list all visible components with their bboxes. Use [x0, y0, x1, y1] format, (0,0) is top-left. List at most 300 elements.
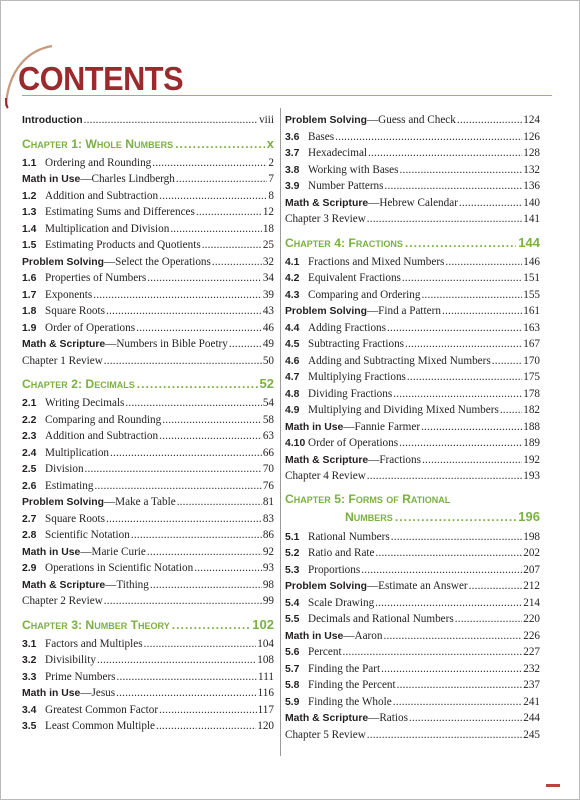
page-number: 12 [262, 206, 274, 218]
feature-subject: —Select the Operations [103, 255, 211, 268]
leader-dots [405, 336, 522, 353]
section-number: 4.6 [285, 355, 300, 367]
review-entry[interactable] [285, 468, 540, 485]
section-number: 2.5 [22, 464, 37, 475]
page-number: 237 [523, 679, 540, 691]
section-title: Order of Operations [308, 437, 399, 449]
feature-title [285, 578, 468, 596]
leader-dots [393, 386, 522, 403]
toc-entry[interactable] [22, 702, 274, 719]
section-number: 1.1 [22, 157, 37, 169]
leader-dots [177, 494, 262, 511]
entry-title: Chapter 3 Review [285, 213, 366, 225]
toc-entry[interactable] [285, 369, 540, 386]
leader-dots [94, 478, 261, 495]
section-number: 3.1 [22, 638, 37, 650]
section-number: 4.10 [285, 438, 306, 449]
toc-entry[interactable] [22, 287, 274, 304]
toc-entry[interactable] [22, 527, 274, 544]
feature-entry[interactable] [22, 544, 274, 561]
leader-dots [117, 669, 258, 686]
section-title: Multiplication and Division [45, 222, 170, 235]
page-number: 144 [518, 234, 540, 250]
feature-subject: —Aaron [343, 629, 383, 642]
section-number: 5.8 [285, 680, 300, 691]
toc-entry[interactable] [285, 545, 540, 562]
toc-entry[interactable] [285, 595, 540, 612]
section-number: 2.8 [22, 530, 37, 541]
section-number: 3.9 [285, 181, 300, 192]
feature-subject: —Numbers in Bible Poetry [105, 338, 228, 350]
page-number: 155 [523, 288, 540, 301]
entry-title: Introduction [22, 115, 83, 126]
chapter-title: Chapter 3: Number Theory [22, 617, 170, 632]
page-number: 54 [262, 397, 274, 409]
feature-subject: —Fractions [368, 453, 421, 466]
leader-dots [93, 287, 262, 304]
toc-entry[interactable] [285, 562, 540, 579]
page-number: 25 [262, 239, 274, 251]
leader-dots [175, 136, 265, 153]
feature-type: Math & Scripture [285, 197, 369, 209]
feature-entry[interactable] [285, 195, 540, 212]
leader-dots [368, 145, 522, 162]
toc-entry[interactable] [22, 636, 274, 653]
page-number: 132 [523, 163, 540, 176]
section-title: Estimating Products and Quotients [45, 239, 201, 251]
leader-dots [162, 412, 262, 429]
feature-subject: —Ratios [368, 712, 408, 724]
review-entry[interactable] [22, 593, 274, 610]
page-number: 49 [262, 338, 274, 350]
chapter-title-line2 [285, 508, 540, 526]
column-divider [280, 108, 281, 756]
section-number: 2.2 [22, 414, 37, 426]
feature-type: Math & Scripture [285, 454, 369, 466]
section-number: 4.1 [285, 256, 300, 268]
leader-dots [376, 545, 523, 562]
section-number: 5.3 [285, 564, 300, 576]
feature-type: Problem Solving [22, 497, 104, 508]
leader-dots [104, 593, 262, 610]
leader-dots [387, 320, 522, 337]
feature-entry[interactable] [285, 578, 540, 595]
toc-entry[interactable] [285, 129, 540, 146]
page-number: 18 [262, 222, 274, 235]
section-title: Multiplying Fractions [308, 371, 406, 383]
leader-dots [402, 270, 522, 287]
leader-dots [457, 112, 522, 129]
section-number: 3.6 [285, 131, 300, 143]
page-number: 128 [523, 147, 540, 159]
leader-dots [202, 237, 262, 254]
chapter-title: Chapter 1: Whole Numbers [22, 136, 174, 151]
page-number: 227 [523, 646, 540, 658]
feature-type: Math in Use [285, 421, 344, 433]
section-number: 2.1 [22, 398, 37, 409]
page-number: 151 [523, 272, 540, 284]
page-number: 212 [523, 580, 540, 592]
toc-entry[interactable] [22, 652, 274, 669]
feature-entry[interactable] [22, 577, 274, 594]
review-entry[interactable] [22, 112, 274, 129]
page-number: 116 [257, 687, 274, 699]
page-number: 192 [523, 453, 540, 466]
leader-dots [395, 509, 516, 526]
section-title: Equivalent Fractions [308, 272, 401, 284]
section-number: 5.1 [285, 531, 300, 543]
section-title: Addition and Subtraction [45, 189, 159, 202]
page-number: 111 [258, 670, 274, 683]
leader-dots [125, 395, 261, 412]
toc-entry[interactable] [285, 162, 540, 179]
page-number: 188 [523, 420, 540, 433]
leader-dots [196, 204, 262, 221]
leader-dots [455, 611, 523, 628]
leader-dots [147, 544, 262, 561]
page-number: 50 [262, 354, 274, 367]
feature-title [285, 419, 420, 437]
feature-type: Math in Use [22, 546, 81, 558]
leader-dots [136, 320, 262, 337]
leader-dots [397, 677, 523, 694]
chapter-heading[interactable] [22, 616, 274, 633]
feature-title [22, 577, 149, 595]
feature-title [285, 628, 382, 646]
leader-dots [422, 452, 522, 469]
section-number: 2.3 [22, 431, 37, 442]
feature-entry[interactable] [285, 628, 540, 645]
section-number: 1.5 [22, 240, 37, 251]
toc-entry[interactable] [22, 221, 274, 238]
feature-subject: —Jesus [80, 687, 116, 699]
page-number: 46 [262, 321, 274, 334]
toc-entry[interactable] [22, 204, 274, 221]
page-number: 196 [518, 508, 540, 524]
leader-dots [459, 195, 522, 212]
page-number: 86 [262, 529, 274, 541]
chapter-title: Chapter 4: Fractions [285, 235, 403, 250]
section-number: 4.3 [285, 289, 300, 301]
leader-dots [381, 661, 522, 678]
page-number: 207 [523, 563, 540, 576]
toc-left-column [22, 112, 274, 735]
leader-dots [391, 529, 523, 546]
page-number: 34 [262, 272, 274, 284]
feature-subject: —Hebrew Calendar [368, 196, 458, 209]
leader-dots [152, 155, 267, 172]
leader-dots [367, 468, 522, 485]
page-number: 124 [523, 114, 540, 126]
entry-title: Chapter 2 Review [22, 595, 103, 607]
section-title: Operations in Scientific Notation [45, 562, 194, 574]
feature-title [22, 685, 115, 703]
section-title: Finding the Part [308, 662, 381, 675]
page-number: 245 [523, 728, 540, 741]
feature-subject: —Tithing [105, 578, 149, 591]
toc-entry[interactable] [22, 445, 274, 462]
feature-subject: —Fannie Farmer [343, 420, 421, 433]
toc-entry[interactable] [285, 677, 540, 694]
page-number: 102 [252, 616, 274, 632]
page-number: x [266, 135, 274, 151]
toc-entry[interactable] [285, 402, 540, 419]
feature-entry[interactable] [285, 452, 540, 469]
section-title: Properties of Numbers [45, 272, 147, 284]
page-number: 182 [523, 404, 540, 416]
page-number: 244 [523, 712, 540, 724]
section-title: Hexadecimal [308, 147, 368, 159]
toc-entry[interactable] [285, 353, 540, 370]
leader-dots [405, 235, 516, 252]
page-number: 70 [262, 463, 274, 475]
review-entry[interactable] [285, 211, 540, 228]
section-number: 3.4 [22, 704, 37, 716]
section-number: 1.8 [22, 306, 37, 317]
toc-entry[interactable] [22, 478, 274, 495]
feature-entry[interactable] [22, 254, 274, 271]
page-number: 170 [523, 354, 540, 367]
toc-entry[interactable] [285, 270, 540, 287]
section-number: 4.5 [285, 339, 300, 350]
leader-dots [97, 652, 256, 669]
leader-dots [150, 577, 262, 594]
section-title: Adding and Subtracting Mixed Numbers [308, 354, 491, 367]
leader-dots [385, 178, 523, 195]
section-title: Scale Drawing [308, 596, 375, 609]
toc-right-column [285, 112, 540, 743]
toc-entry[interactable] [285, 178, 540, 195]
toc-entry[interactable] [285, 287, 540, 304]
toc-entry[interactable] [22, 237, 274, 254]
page-number: 120 [257, 720, 274, 732]
toc-entry[interactable] [22, 395, 274, 412]
page-number: 126 [523, 130, 540, 143]
feature-title [285, 710, 408, 728]
chapter-heading[interactable] [22, 375, 274, 392]
leader-dots [500, 402, 522, 419]
leader-dots [106, 303, 262, 320]
contents-header [0, 40, 580, 110]
toc-entry[interactable] [285, 254, 540, 271]
section-number: 3.5 [22, 721, 37, 732]
page-number: 93 [262, 562, 274, 574]
toc-entry[interactable] [22, 669, 274, 686]
feature-entry[interactable] [285, 419, 540, 436]
feature-type: Problem Solving [285, 115, 367, 126]
page-number: 202 [523, 547, 540, 559]
section-title: Rational Numbers [308, 530, 390, 543]
title-rule [22, 95, 552, 96]
page-number: 76 [262, 479, 274, 492]
feature-subject: —Marie Curie [80, 545, 146, 558]
leader-dots [144, 636, 257, 653]
leader-dots [469, 578, 523, 595]
section-number: 4.9 [285, 405, 300, 416]
leader-dots [131, 527, 262, 544]
section-title: Dividing Fractions [308, 387, 393, 400]
section-number: 4.8 [285, 388, 300, 400]
page-number: 161 [523, 305, 540, 317]
section-number: 1.4 [22, 223, 37, 235]
feature-subject: —Estimate an Answer [366, 580, 468, 592]
page-number: 175 [523, 371, 540, 383]
section-number: 1.2 [22, 190, 37, 202]
leader-dots [194, 560, 262, 577]
toc-entry[interactable] [22, 412, 274, 429]
toc-entry[interactable] [285, 320, 540, 337]
chapter-heading[interactable] [285, 491, 540, 526]
page-number: 167 [523, 338, 540, 350]
feature-entry[interactable] [285, 710, 540, 727]
feature-entry[interactable] [285, 303, 540, 320]
feature-type: Problem Solving [22, 256, 104, 268]
toc-entry[interactable] [285, 661, 540, 678]
section-number: 5.9 [285, 696, 300, 708]
feature-entry[interactable] [285, 112, 540, 129]
page-number: 163 [523, 321, 540, 334]
toc-entry[interactable] [285, 386, 540, 403]
leader-dots [176, 171, 268, 188]
feature-type: Problem Solving [285, 306, 367, 317]
feature-title [22, 171, 175, 189]
section-title: Subtracting Fractions [308, 338, 405, 350]
feature-entry[interactable] [22, 171, 274, 188]
leader-dots [442, 303, 522, 320]
section-title: Greatest Common Factor [45, 703, 159, 716]
page-title: CONTENTS [18, 60, 184, 97]
page-number: 98 [262, 578, 274, 591]
page-number: 58 [262, 413, 274, 426]
feature-subject: —Make a Table [103, 496, 176, 508]
chapter-heading[interactable] [285, 234, 540, 251]
toc-entry[interactable] [22, 718, 274, 735]
feature-title [22, 494, 176, 512]
toc-entry[interactable] [285, 145, 540, 162]
section-title: Ratio and Rate [308, 547, 375, 559]
leader-dots [445, 254, 522, 271]
page-number: 193 [523, 470, 540, 482]
leader-dots [104, 353, 262, 370]
leader-dots [421, 419, 522, 436]
section-number: 3.8 [285, 164, 300, 176]
page-number: 104 [257, 637, 274, 650]
toc-entry[interactable] [285, 435, 540, 452]
section-title: Number Patterns [308, 180, 384, 192]
toc-entry[interactable] [22, 270, 274, 287]
feature-type: Math in Use [22, 174, 81, 185]
page-number: 99 [262, 595, 274, 607]
section-number: 4.2 [285, 273, 300, 284]
page-number: 7 [268, 173, 274, 185]
page-number: 214 [523, 596, 540, 609]
section-title: Fractions and Mixed Numbers [308, 255, 445, 268]
page-number: 136 [523, 180, 540, 192]
toc-entry[interactable] [285, 694, 540, 711]
section-title: Finding the Percent [308, 679, 396, 691]
toc-entry[interactable] [285, 611, 540, 628]
page-number: 146 [523, 255, 540, 268]
section-number: 2.9 [22, 563, 37, 574]
section-title: Comparing and Ordering [308, 288, 421, 301]
leader-dots [361, 562, 522, 579]
feature-title [22, 254, 211, 272]
feature-title [285, 303, 441, 321]
chapter-title: Chapter 2: Decimals [22, 377, 135, 391]
page-number: 52 [259, 376, 274, 391]
section-number: 4.4 [285, 322, 300, 334]
leader-dots [116, 685, 257, 702]
feature-type: Math & Scripture [22, 339, 106, 350]
leader-dots [147, 270, 262, 287]
section-title: Exponents [45, 288, 93, 301]
section-title: Comparing and Rounding [45, 413, 162, 426]
section-title: Percent [308, 646, 342, 658]
chapter-title: Numbers [345, 509, 393, 524]
toc-entry[interactable] [22, 560, 274, 577]
review-entry[interactable] [285, 727, 540, 744]
section-title: Least Common Multiple [45, 720, 156, 732]
section-number: 1.7 [22, 289, 37, 301]
toc-entry[interactable] [22, 461, 274, 478]
section-number: 1.3 [22, 207, 37, 218]
toc-entry[interactable] [22, 428, 274, 445]
feature-entry[interactable] [22, 685, 274, 702]
section-number: 1.6 [22, 273, 37, 284]
leader-dots [159, 428, 262, 445]
section-number: 3.3 [22, 671, 37, 683]
section-number: 5.7 [285, 663, 300, 675]
page-number: 141 [523, 213, 540, 225]
review-entry[interactable] [22, 353, 274, 370]
toc-entry[interactable] [22, 155, 274, 172]
toc-entry[interactable] [285, 529, 540, 546]
feature-entry[interactable] [22, 494, 274, 511]
section-title: Addition and Subtraction [45, 430, 159, 442]
toc-entry[interactable] [22, 303, 274, 320]
leader-dots [367, 211, 522, 228]
section-number: 5.2 [285, 548, 300, 559]
page-corner-mark [546, 784, 560, 787]
toc-entry[interactable] [285, 336, 540, 353]
section-number: 5.4 [285, 597, 300, 609]
entry-title: Chapter 5 Review [285, 728, 366, 741]
feature-subject: —Guess and Check [366, 114, 456, 126]
entry-title: Chapter 1 Review [22, 354, 103, 367]
section-number: 5.6 [285, 647, 300, 658]
toc-entry[interactable] [22, 320, 274, 337]
chapter-heading[interactable] [22, 135, 274, 152]
page-number: 108 [257, 654, 274, 666]
toc-entry[interactable] [22, 188, 274, 205]
section-title: Finding the Whole [308, 695, 392, 708]
page-number: viii [259, 114, 274, 126]
page-number: 92 [262, 545, 274, 558]
feature-type: Problem Solving [285, 581, 367, 592]
section-number: 3.2 [22, 655, 37, 666]
leader-dots [409, 710, 522, 727]
page-number: 32 [262, 255, 274, 268]
page-number: 140 [523, 196, 540, 209]
leader-dots [229, 336, 262, 353]
entry-title: Chapter 4 Review [285, 470, 366, 482]
leader-dots [407, 369, 522, 386]
toc-entry[interactable] [285, 644, 540, 661]
section-title: Factors and Multiples [45, 637, 143, 650]
toc-entry[interactable] [22, 511, 274, 528]
feature-entry[interactable] [22, 336, 274, 353]
feature-title [22, 336, 228, 354]
